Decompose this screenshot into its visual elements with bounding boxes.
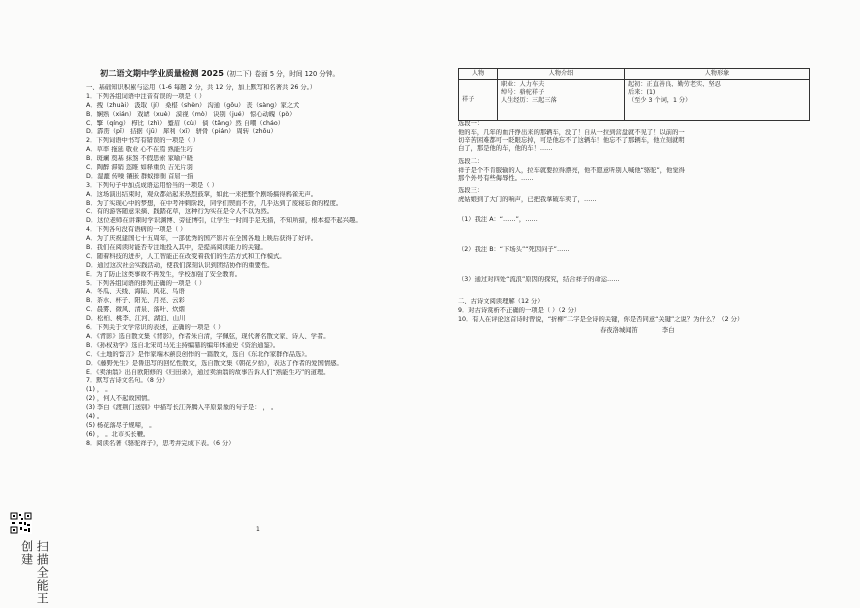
watermark-scanner: 扫描全能王 创建 [19, 540, 50, 605]
left-line: (4) 。 [86, 412, 104, 420]
right-line: 虎姑娘到了大门的响声，已把我拿破车卖了，…… [458, 195, 597, 203]
right-line: 祥子是个不肯服输的人，拉车就要拉得漂亮，他不愿意听别人喊他“骆驼”，他觉得那个外号有些侮辱性。…… [458, 166, 685, 182]
left-line: A．拽（zhuài） 汲取（jí） 桑椹（shèn） 沟通（gōu） 丧（sàng）家之犬 [86, 101, 300, 109]
left-line: B．娴熟（xián） 戏谑（xuè） 漠视（mò） 诀别（jué） 惊心动魄（pò） [86, 110, 296, 118]
left-line: E．《卖油翁》出自欧阳修的《归田录》，通过卖油翁的故事告诉人们“熟能生巧”的道理。 [86, 368, 330, 376]
cell-intro: 职业：人力车夫 绰号：骆驼祥子 人生经历：三起三落 [498, 80, 625, 121]
left-line: B．茶水、杯子、阳光、月亮、云彩 [86, 297, 185, 305]
left-line: B．《孙权劝学》选自北宋司马光主持编纂的编年体通史《资治通鉴》。 [86, 341, 280, 349]
left-line: A．冬瓜、天线、海陆、风花、鸟语 [86, 288, 185, 296]
left-line: C．随着科技的进步，人工智能正在改变着我们的生活方式和工作模式。 [86, 252, 286, 260]
left-line: D．这位老师在讲课时学识渊博、旁征博引，让学生一时间手足无措，不知所措，根本提不起兴趣。 [86, 217, 362, 225]
right-line: 选段一： [458, 120, 484, 127]
left-line: E．为了防止这类事故不再发生，学校加强了安全教育。 [86, 270, 242, 278]
left-line: 一、基础知识积累与运用（1-6 每题 2 分，共 12 分，加上默写和名著共 26 分。） [86, 84, 317, 91]
th-character: 人物 [459, 69, 498, 80]
left-line: (1) ， 。 [86, 386, 112, 394]
cell-name: 祥子 [459, 80, 498, 121]
left-line: C．陶醉 滞销 恣睢 如释重负 吉光片羽 [86, 164, 193, 172]
left-line: D．松柏、桃李、江河、湖泊、山川 [86, 315, 186, 323]
left-line: A．为了庆祝建国七十五周年，一部优秀的国产影片在全国各地上映后获得了好评。 [86, 235, 317, 243]
poem-header [458, 327, 810, 335]
poem-author: 李白 [661, 326, 675, 334]
right-line: 选段二： [458, 157, 484, 165]
left-line: 6．下列关于文学常识的表述，正确的一项是（ ） [86, 324, 225, 332]
qr-code [10, 512, 32, 534]
left-line: 2．下列词语中书写有错误的一项是（ ） [86, 137, 200, 145]
left-line: A．《背影》选自散文集《背影》，作者朱自清，字佩弦，现代著名散文家、诗人、学者。 [86, 332, 330, 340]
left-line: B．斑斓 奠基 抹煞 不假思索 家喻户晓 [86, 155, 193, 163]
right-line: 10．有人在评论这首诗时曾说，“折柳”二字是全诗的关键，你是否同意“关键”之说？为什么？（2 分） [458, 315, 744, 323]
right-line: 他的车，几年的血汗挣出来的那辆车，没了！自从一拉到营盘就不见了！以前的一切辛苦困难都可一眨眼忘掉，可是他忘不了这辆车！他忘不了那辆车，他立刻就明白了，那是他的车，他的车！…… [458, 128, 685, 153]
left-line: C．晨雾、微风、清泉、落叶、炊烟 [86, 306, 185, 314]
right-column [458, 120, 810, 335]
page-number: 1 [256, 526, 260, 533]
left-line: 4．下列各句没有语病的一项是（ ） [86, 226, 187, 234]
right-line: 二、古诗文阅读理解（12 分） [458, 297, 544, 305]
left-line: B．我们在阅读时能否专注地投入其中，是提高阅读能力的关键。 [86, 244, 267, 252]
left-line: D．《藤野先生》是鲁迅写的回忆性散文，选自散文集《朝花夕拾》，表达了作者的爱国情感。 [86, 359, 343, 367]
right-line: 9．对古诗赏析不正确的一项是（ ）（2 分） [458, 306, 581, 314]
left-line: A．草率 拖延 敬业 心不在焉 熟能生巧 [86, 146, 193, 154]
right-line: （3）通过对四处“流浪”原因的探究，结合祥子的命运…… [458, 275, 620, 283]
right-line: （2）我注 B：“下场头”“死因问子”…… [458, 245, 570, 253]
exam-title [100, 68, 520, 79]
left-line: (3) 李白《渡荆门送别》中描写长江奔腾入平原景象的句子是： ， 。 [86, 404, 278, 412]
left-line: D．通过这次社会实践活动，使我们深刻认识到团结协作的重要性。 [86, 261, 274, 269]
left-column [86, 84, 448, 449]
th-image: 人物形象 [625, 69, 810, 80]
title-main: 初二语文期中学业质量检测 2025 [100, 68, 224, 78]
left-line: 8．阅读名著《骆驼祥子》，思考并完成下表。（6 分） [86, 439, 235, 447]
right-line: 选段三： [458, 186, 484, 194]
title-sub: (初二下) [226, 70, 252, 78]
left-line: B．为了实现心中的梦想，在中考冲刺阶段，同学们锲而不舍，几乎达到了废寝忘食的程度。 [86, 199, 343, 207]
character-table [458, 68, 810, 121]
left-line: (6) ， 。北市买长鞭。 [86, 430, 150, 438]
left-line: 7．默写古诗文名句。（8 分） [86, 377, 169, 385]
left-line: C．《土地的誓言》是作家端木蕻良创作的一篇散文，选自《东北作家群作品选》。 [86, 350, 311, 358]
title-tail: 卷面 5 分，时间 120 分钟。 [254, 70, 340, 78]
left-line: D．霹雳（pī） 拮据（jū） 犀利（xī） 骈骨（pián） 周转（zhōu） [86, 128, 277, 136]
left-line: (2) ，何人不起故园情。 [86, 395, 154, 403]
right-line: （1）我注 A：“……”，…… [458, 215, 538, 223]
poem-title: 春夜洛城闻笛 [600, 326, 638, 334]
left-line: C．有的游客随意采摘、践踏花草，这种行为实在是令人不以为然。 [86, 208, 274, 216]
left-line: C．擎（qíng） 栉比（zhì） 蹙眉（cù） 倘（tǎng）然 自嘲（cháo） [86, 119, 285, 127]
left-line: 1．下列各组词语中注音有误的一项是（ ） [86, 92, 206, 100]
left-line: D．湿漉 传噪 镶嵌 群蚁排衙 首屈一指 [86, 172, 194, 180]
cell-image: 起初：正直善良、勤劳老实、坚忍 后来：(1) （至少 3 个词，1 分） [625, 80, 810, 121]
left-line: A．这场演出结束时，观众都站起来热烈鼓掌，如此一来把整个剧场搞得鸦雀无声。 [86, 190, 317, 198]
left-line: 3．下列句子中加点成语运用恰当的一项是（ ） [86, 181, 218, 189]
left-line: 5．下列各组词语的排列正确的一项是（ ） [86, 279, 206, 287]
th-intro: 人物介绍 [498, 69, 625, 80]
left-line: (5) 杨花落尽子规啼， 。 [86, 421, 156, 429]
